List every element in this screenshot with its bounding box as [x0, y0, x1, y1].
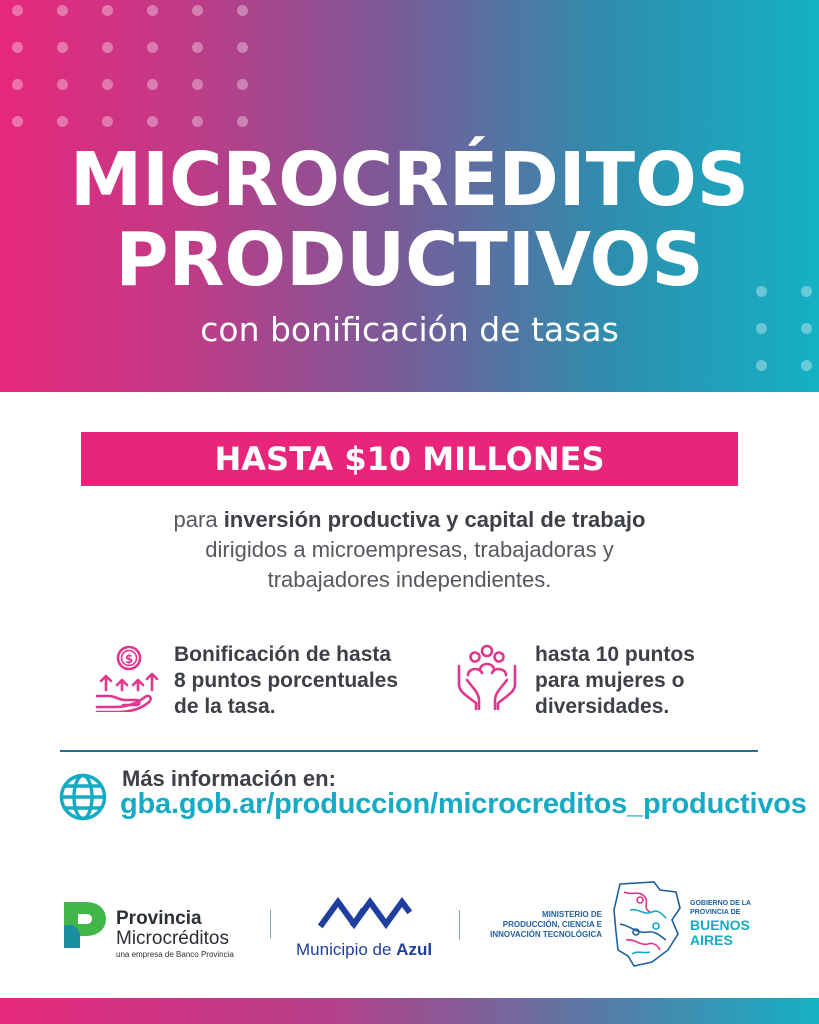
provincia-microcreditos-logo [60, 900, 108, 950]
gobierno-text-small: GOBIERNO DE LA PROVINCIA DE [690, 900, 752, 916]
hero-subtitle: con bonificación de tasas [200, 310, 619, 349]
people-hands-icon [455, 644, 519, 710]
globe-icon [58, 772, 108, 822]
gobierno-text-big: BUENOS AIRES [690, 917, 750, 948]
benefit-text: hasta 10 puntos para mujeres o diversidades. [535, 643, 695, 718]
description-line: para inversión productiva y capital de trabajo [173, 507, 646, 532]
provincia-logo-sub: Microcréditos [116, 928, 229, 949]
municipio-azul-text: Municipio de Azul [296, 940, 433, 959]
divider [60, 750, 758, 752]
info-label: Más información en: [122, 766, 336, 791]
logo-separator [270, 910, 271, 938]
money-hand-icon [94, 644, 160, 712]
buenos-aires-map-logo [610, 880, 684, 970]
hero-banner [0, 0, 819, 392]
provincia-logo-tagline: una empresa de Banco Provincia [116, 950, 234, 959]
description-line: trabajadores independientes. [267, 567, 552, 592]
decorative-dots [12, 5, 248, 127]
logo-separator [459, 910, 460, 940]
ministerio-text: MINISTERIO DE PRODUCCIÓN, CIENCIA E INNOVACIÓN TECNOLÓGICA [490, 910, 602, 939]
hero-title: PRODUCTIVOS [115, 217, 704, 303]
footer-gradient-strip [0, 998, 819, 1024]
amount-banner: HASTA $10 MILLONES [81, 432, 738, 486]
info-link[interactable]: gba.gob.ar/produccion/microcreditos_productivos [120, 788, 807, 820]
provincia-logo-name: Provincia [116, 908, 202, 929]
hero-title: MICROCRÉDITOS [69, 137, 749, 223]
benefit-text: Bonificación de hasta 8 puntos porcentuales de la tasa. [174, 643, 399, 718]
municipio-azul-logo [318, 894, 412, 932]
svg-text:$: $ [124, 652, 134, 666]
description-line: dirigidos a microempresas, trabajadoras y [205, 537, 614, 562]
